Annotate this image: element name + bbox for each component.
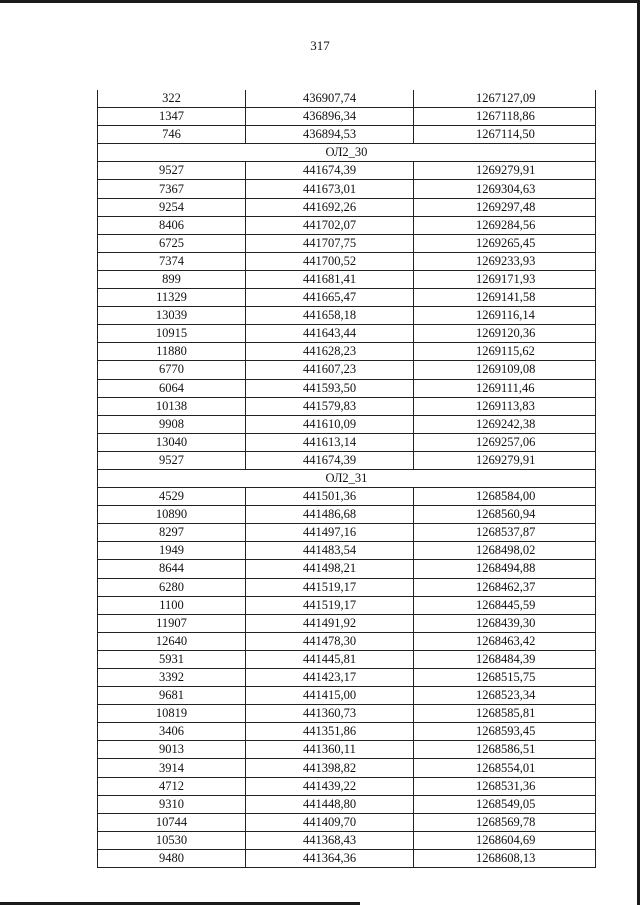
point-number-cell: 3406 <box>98 723 246 741</box>
x-coordinate-cell: 441593,50 <box>246 379 414 397</box>
point-number-cell: 10890 <box>98 506 246 524</box>
table-row <box>98 488 596 506</box>
point-number-cell: 3914 <box>98 759 246 777</box>
table-row <box>98 632 596 650</box>
y-coordinate-cell: 1268462,37 <box>414 578 596 596</box>
x-coordinate-cell: 441673,01 <box>246 180 414 198</box>
point-number-cell: 12640 <box>98 632 246 650</box>
point-number-cell: 9013 <box>98 741 246 759</box>
y-coordinate-cell: 1267114,50 <box>414 126 596 144</box>
x-coordinate-cell: 441700,52 <box>246 252 414 270</box>
section-header-row <box>98 144 596 162</box>
x-coordinate-cell: 441368,43 <box>246 831 414 849</box>
y-coordinate-cell: 1268484,39 <box>414 650 596 668</box>
y-coordinate-cell: 1268608,13 <box>414 849 596 867</box>
table-row <box>98 108 596 126</box>
x-coordinate-cell: 441398,82 <box>246 759 414 777</box>
page-number: 317 <box>310 38 330 53</box>
x-coordinate-cell: 441409,70 <box>246 813 414 831</box>
y-coordinate-cell: 1269171,93 <box>414 270 596 288</box>
point-number-cell: 13040 <box>98 433 246 451</box>
x-coordinate-cell: 441501,36 <box>246 488 414 506</box>
y-coordinate-cell: 1268584,00 <box>414 488 596 506</box>
x-coordinate-cell: 441519,17 <box>246 578 414 596</box>
x-coordinate-cell: 436907,74 <box>246 90 414 108</box>
table-row <box>98 289 596 307</box>
table-row <box>98 542 596 560</box>
y-coordinate-cell: 1269141,58 <box>414 289 596 307</box>
point-number-cell: 1949 <box>98 542 246 560</box>
point-number-cell: 6280 <box>98 578 246 596</box>
x-coordinate-cell: 441628,23 <box>246 343 414 361</box>
x-coordinate-cell: 441415,00 <box>246 687 414 705</box>
x-coordinate-cell: 441360,73 <box>246 705 414 723</box>
point-number-cell: 11880 <box>98 343 246 361</box>
point-number-cell: 11329 <box>98 289 246 307</box>
y-coordinate-cell: 1268498,02 <box>414 542 596 560</box>
table-row <box>98 325 596 343</box>
point-number-cell: 13039 <box>98 307 246 325</box>
table-row <box>98 216 596 234</box>
table-row <box>98 687 596 705</box>
y-coordinate-cell: 1268439,30 <box>414 614 596 632</box>
coordinates-table <box>97 90 596 868</box>
y-coordinate-cell: 1269242,38 <box>414 415 596 433</box>
x-coordinate-cell: 441674,39 <box>246 162 414 180</box>
y-coordinate-cell: 1269257,06 <box>414 433 596 451</box>
y-coordinate-cell: 1268554,01 <box>414 759 596 777</box>
y-coordinate-cell: 1269265,45 <box>414 234 596 252</box>
table-row <box>98 343 596 361</box>
y-coordinate-cell: 1268515,75 <box>414 669 596 687</box>
y-coordinate-cell: 1267118,86 <box>414 108 596 126</box>
point-number-cell: 10915 <box>98 325 246 343</box>
y-coordinate-cell: 1269233,93 <box>414 252 596 270</box>
x-coordinate-cell: 441439,22 <box>246 777 414 795</box>
table-row <box>98 777 596 795</box>
table-row <box>98 759 596 777</box>
y-coordinate-cell: 1269284,56 <box>414 216 596 234</box>
y-coordinate-cell: 1268604,69 <box>414 831 596 849</box>
section-label: ОЛ2_31 <box>98 469 596 487</box>
x-coordinate-cell: 441665,47 <box>246 289 414 307</box>
table-row <box>98 451 596 469</box>
point-number-cell: 9480 <box>98 849 246 867</box>
table-row <box>98 307 596 325</box>
point-number-cell: 9310 <box>98 795 246 813</box>
x-coordinate-cell: 441478,30 <box>246 632 414 650</box>
y-coordinate-cell: 1268494,88 <box>414 560 596 578</box>
y-coordinate-cell: 1268445,59 <box>414 596 596 614</box>
y-coordinate-cell: 1269116,14 <box>414 307 596 325</box>
x-coordinate-cell: 441364,36 <box>246 849 414 867</box>
point-number-cell: 3392 <box>98 669 246 687</box>
point-number-cell: 9527 <box>98 451 246 469</box>
table-row <box>98 379 596 397</box>
point-number-cell: 322 <box>98 90 246 108</box>
table-row <box>98 198 596 216</box>
table-row <box>98 705 596 723</box>
y-coordinate-cell: 1268537,87 <box>414 524 596 542</box>
point-number-cell: 9527 <box>98 162 246 180</box>
x-coordinate-cell: 441643,44 <box>246 325 414 343</box>
y-coordinate-cell: 1269111,46 <box>414 379 596 397</box>
table-row <box>98 795 596 813</box>
point-number-cell: 4712 <box>98 777 246 795</box>
table-row <box>98 578 596 596</box>
table-row <box>98 162 596 180</box>
point-number-cell: 899 <box>98 270 246 288</box>
table-row <box>98 252 596 270</box>
x-coordinate-cell: 441498,21 <box>246 560 414 578</box>
x-coordinate-cell: 441483,54 <box>246 542 414 560</box>
x-coordinate-cell: 441448,80 <box>246 795 414 813</box>
y-coordinate-cell: 1268560,94 <box>414 506 596 524</box>
x-coordinate-cell: 441613,14 <box>246 433 414 451</box>
point-number-cell: 10744 <box>98 813 246 831</box>
point-number-cell: 746 <box>98 126 246 144</box>
scan-edge-top <box>0 0 640 3</box>
table-row <box>98 614 596 632</box>
x-coordinate-cell: 441497,16 <box>246 524 414 542</box>
y-coordinate-cell: 1269113,83 <box>414 397 596 415</box>
point-number-cell: 4529 <box>98 488 246 506</box>
x-coordinate-cell: 441702,07 <box>246 216 414 234</box>
point-number-cell: 10138 <box>98 397 246 415</box>
point-number-cell: 6064 <box>98 379 246 397</box>
table-row <box>98 650 596 668</box>
point-number-cell: 11907 <box>98 614 246 632</box>
y-coordinate-cell: 1267127,09 <box>414 90 596 108</box>
point-number-cell: 5931 <box>98 650 246 668</box>
table-row <box>98 90 596 108</box>
point-number-cell: 9908 <box>98 415 246 433</box>
x-coordinate-cell: 441674,39 <box>246 451 414 469</box>
table-row <box>98 524 596 542</box>
table-row <box>98 741 596 759</box>
x-coordinate-cell: 441519,17 <box>246 596 414 614</box>
table-row <box>98 180 596 198</box>
coordinates-table-body <box>98 90 596 868</box>
table-row <box>98 831 596 849</box>
x-coordinate-cell: 441692,26 <box>246 198 414 216</box>
table-row <box>98 126 596 144</box>
table-row <box>98 361 596 379</box>
y-coordinate-cell: 1269279,91 <box>414 162 596 180</box>
table-row <box>98 415 596 433</box>
table-row <box>98 596 596 614</box>
table-row <box>98 270 596 288</box>
x-coordinate-cell: 436894,53 <box>246 126 414 144</box>
table-row <box>98 669 596 687</box>
y-coordinate-cell: 1269120,36 <box>414 325 596 343</box>
y-coordinate-cell: 1269297,48 <box>414 198 596 216</box>
x-coordinate-cell: 441610,09 <box>246 415 414 433</box>
point-number-cell: 8644 <box>98 560 246 578</box>
y-coordinate-cell: 1268569,78 <box>414 813 596 831</box>
table-row <box>98 234 596 252</box>
y-coordinate-cell: 1269279,91 <box>414 451 596 469</box>
point-number-cell: 1100 <box>98 596 246 614</box>
x-coordinate-cell: 441445,81 <box>246 650 414 668</box>
x-coordinate-cell: 441707,75 <box>246 234 414 252</box>
y-coordinate-cell: 1269109,08 <box>414 361 596 379</box>
point-number-cell: 10530 <box>98 831 246 849</box>
x-coordinate-cell: 441607,23 <box>246 361 414 379</box>
table-row <box>98 397 596 415</box>
y-coordinate-cell: 1268586,51 <box>414 741 596 759</box>
y-coordinate-cell: 1269304,63 <box>414 180 596 198</box>
x-coordinate-cell: 441579,83 <box>246 397 414 415</box>
point-number-cell: 1347 <box>98 108 246 126</box>
x-coordinate-cell: 441658,18 <box>246 307 414 325</box>
point-number-cell: 9681 <box>98 687 246 705</box>
x-coordinate-cell: 436896,34 <box>246 108 414 126</box>
point-number-cell: 6725 <box>98 234 246 252</box>
point-number-cell: 6770 <box>98 361 246 379</box>
table-row <box>98 813 596 831</box>
x-coordinate-cell: 441491,92 <box>246 614 414 632</box>
y-coordinate-cell: 1268523,34 <box>414 687 596 705</box>
x-coordinate-cell: 441351,86 <box>246 723 414 741</box>
y-coordinate-cell: 1268585,81 <box>414 705 596 723</box>
point-number-cell: 7374 <box>98 252 246 270</box>
table-row <box>98 506 596 524</box>
table-row <box>98 560 596 578</box>
point-number-cell: 9254 <box>98 198 246 216</box>
table-row <box>98 433 596 451</box>
x-coordinate-cell: 441681,41 <box>246 270 414 288</box>
x-coordinate-cell: 441486,68 <box>246 506 414 524</box>
table-row <box>98 849 596 867</box>
y-coordinate-cell: 1269115,62 <box>414 343 596 361</box>
point-number-cell: 8406 <box>98 216 246 234</box>
point-number-cell: 10819 <box>98 705 246 723</box>
y-coordinate-cell: 1268549,05 <box>414 795 596 813</box>
x-coordinate-cell: 441360,11 <box>246 741 414 759</box>
x-coordinate-cell: 441423,17 <box>246 669 414 687</box>
point-number-cell: 7367 <box>98 180 246 198</box>
section-label: ОЛ2_30 <box>98 144 596 162</box>
y-coordinate-cell: 1268593,45 <box>414 723 596 741</box>
y-coordinate-cell: 1268531,36 <box>414 777 596 795</box>
table-row <box>98 723 596 741</box>
point-number-cell: 8297 <box>98 524 246 542</box>
y-coordinate-cell: 1268463,42 <box>414 632 596 650</box>
section-header-row <box>98 469 596 487</box>
